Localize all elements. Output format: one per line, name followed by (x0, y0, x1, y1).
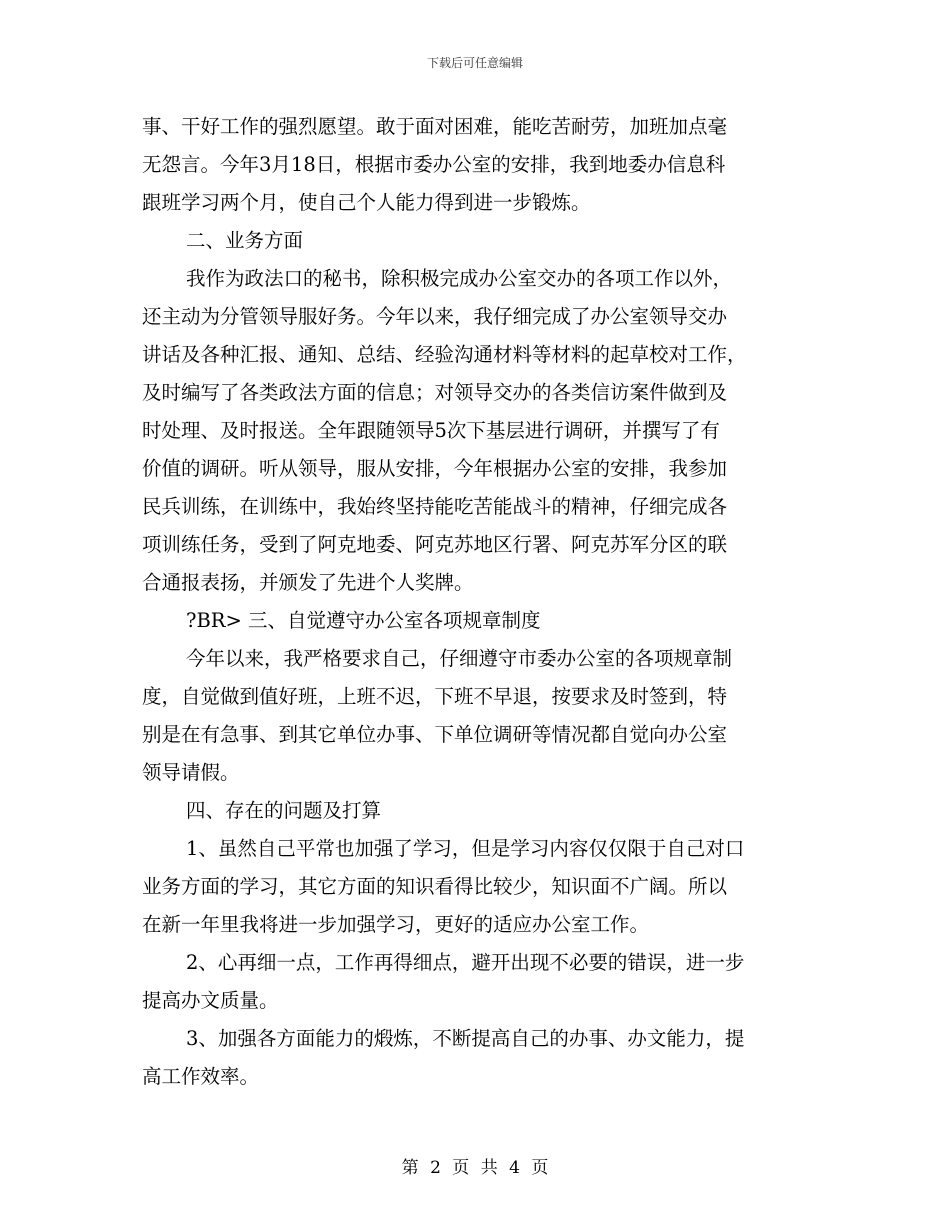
body-line: 项训练任务，受到了阿克地委、阿克苏地区行署、阿克苏军分区的联 (142, 533, 728, 556)
body-line: 讲话及各种汇报、通知、总结、经验沟通材料等材料的起草校对工作， (142, 343, 747, 366)
body-line: 高工作效率。 (142, 1065, 260, 1088)
section-heading: 二、业务方面 (186, 229, 304, 252)
body-line: 价值的调研。听从领导，服从安排，今年根据办公室的安排，我参加 (142, 457, 728, 480)
body-line: 3、加强各方面能力的煅炼，不断提高自己的办事、办文能力，提 (186, 1027, 745, 1050)
body-line: 1、虽然自己平常也加强了学习，但是学习内容仅仅限于自己对口 (186, 837, 745, 860)
page-number: 第 2 页 共 4 页 (401, 1158, 549, 1178)
body-line: 在新一年里我将进一步加强学习，更好的适应办公室工作。 (142, 913, 650, 936)
body-line: 别是在有急事、到其它单位办事、下单位调研等情况都自觉向办公室 (142, 723, 728, 746)
body-line: 事、干好工作的强烈愿望。敢于面对困难，能吃苦耐劳，加班加点毫 (142, 115, 728, 138)
section-heading: ?BR> 三、自觉遵守办公室各项规章制度 (186, 609, 541, 632)
section-heading: 四、存在的问题及打算 (186, 799, 382, 822)
body-line: 今年以来，我严格要求自己，仔细遵守市委办公室的各项规章制 (186, 647, 733, 670)
body-line: 度，自觉做到值好班，上班不迟，下班不早退，按要求及时签到，特 (142, 685, 728, 708)
body-line: 2、心再细一点，工作再得细点，避开出现不必要的错误，进一步 (186, 951, 745, 974)
header-note: 下载后可任意编辑 (426, 56, 523, 70)
body-line: 民兵训练，在训练中，我始终坚持能吃苦能战斗的精神，仔细完成各 (142, 495, 728, 518)
body-line: 无怨言。今年3月18日，根据市委办公室的安排，我到地委办信息科 (142, 153, 726, 176)
body-line: 业务方面的学习，其它方面的知识看得比较少，知识面不广阔。所以 (142, 875, 728, 898)
body-line: 提高办文质量。 (142, 989, 279, 1012)
body-line: 跟班学习两个月，使自己个人能力得到进一步锻炼。 (142, 191, 591, 214)
body-line: 及时编写了各类政法方面的信息；对领导交办的各类信访案件做到及 (142, 381, 728, 404)
body-line: 我作为政法口的秘书，除积极完成办公室交办的各项工作以外， (186, 267, 733, 290)
body-line: 还主动为分管领导服好务。今年以来，我仔细完成了办公室领导交办 (142, 305, 728, 328)
body-line: 合通报表扬，并颁发了先进个人奖牌。 (142, 571, 474, 594)
body-line: 领导请假。 (142, 761, 240, 784)
body-line: 时处理、及时报送。全年跟随领导5次下基层进行调研，并撰写了有 (142, 419, 720, 442)
document-body (142, 108, 810, 1096)
